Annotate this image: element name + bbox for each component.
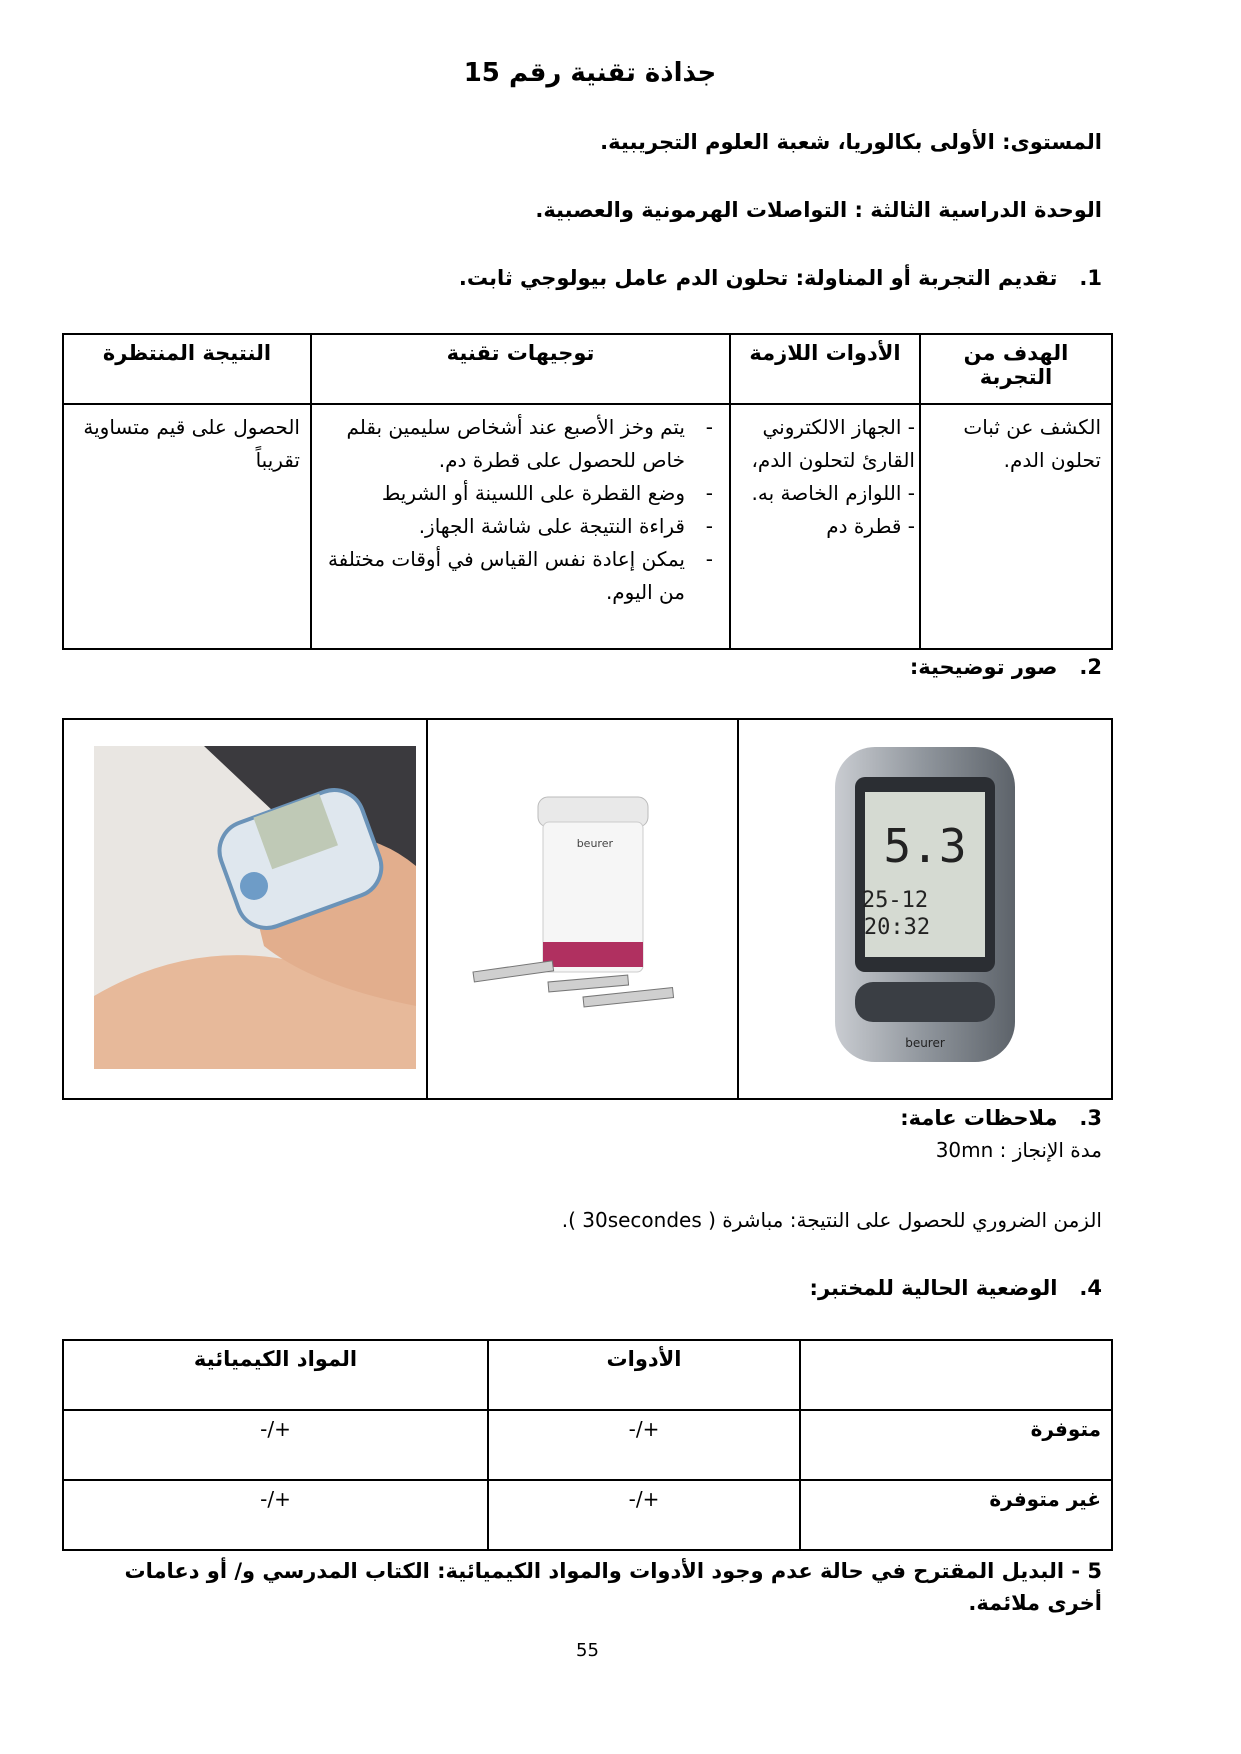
- header-tools: الأدوات اللازمة: [730, 334, 920, 404]
- cell-tools-available: +/-: [488, 1410, 800, 1480]
- strips-brand: beurer: [576, 837, 613, 850]
- section2-number: 2.: [1079, 655, 1102, 679]
- time-needed-line: الزمن الضروري للحصول على النتيجة: مباشرة ( 30secondes ).: [561, 1208, 1102, 1232]
- section2-text: صور توضيحية:: [909, 655, 1058, 679]
- meter-time: 20:32: [863, 915, 931, 940]
- instructions-cell: [311, 404, 730, 649]
- cell-chemicals-available: +/-: [63, 1410, 488, 1480]
- cell-chemicals-unavailable: +/-: [63, 1480, 488, 1550]
- section1-text: تقديم التجربة أو المناولة: تحلون الدم عامل بيولوجي ثابت.: [458, 266, 1058, 290]
- header-empty: [800, 1340, 1112, 1410]
- meter-brand: beurer: [905, 1036, 945, 1050]
- section5-text: 5 - البديل المقترح في حالة عدم وجود الأدوات والمواد الكيميائية: الكتاب المدرسي و/ أو دعامات أخرى ملائمة.: [124, 1559, 1102, 1615]
- duration-line: مدة الإنجاز : 30mn: [935, 1138, 1102, 1162]
- section4-heading: [502, 1276, 1102, 1300]
- header-tools: الأدوات: [488, 1340, 800, 1410]
- page-title: جذاذة تقنية رقم 15: [463, 58, 717, 88]
- section4-number: 4.: [1079, 1276, 1102, 1300]
- goal-cell: الكشف عن ثبات تحلون الدم.: [920, 404, 1112, 649]
- section1-number: 1.: [1079, 266, 1102, 290]
- finger-prick-image: [94, 746, 416, 1069]
- unit-line: الوحدة الدراسية الثالثة : التواصلات الهرمونية والعصبية.: [535, 198, 1102, 222]
- meter-date: 25-12: [861, 888, 929, 913]
- expected-cell: الحصول على قيم متساوية تقريباً: [63, 404, 311, 649]
- test-strips-image: [463, 792, 703, 1022]
- section2-heading: [502, 655, 1102, 679]
- meter-image-cell: [738, 719, 1112, 1099]
- header-chemicals: المواد الكيميائية: [63, 1340, 488, 1410]
- lab-status-table: [62, 1339, 1113, 1551]
- row-label-available: متوفرة: [800, 1410, 1112, 1480]
- section1-heading: [202, 266, 1102, 290]
- tools-cell: [730, 404, 920, 649]
- page-number: 55: [576, 1640, 599, 1661]
- row-label-unavailable: غير متوفرة: [800, 1480, 1112, 1550]
- experiment-table: [62, 333, 1113, 650]
- instruction-item: - يتم وخز الأصبع عند أشخاص سليمين بقلم خاص للحصول على قطرة دم.: [322, 411, 719, 477]
- instruction-item: - قراءة النتيجة على شاشة الجهاز.: [322, 510, 719, 543]
- tool-item: - قطرة دم: [826, 514, 915, 538]
- cell-tools-unavailable: +/-: [488, 1480, 800, 1550]
- header-instructions: توجيهات تقنية: [311, 334, 730, 404]
- section4-text: الوضعية الحالية للمختبر:: [809, 1276, 1058, 1300]
- instruction-item: - وضع القطرة على اللسينة أو الشريط: [322, 477, 719, 510]
- header-expected: النتيجة المنتظرة: [63, 334, 311, 404]
- header-goal: الهدف من التجربة: [920, 334, 1112, 404]
- level-line: المستوى: الأولى بكالوريا، شعبة العلوم التجريبية.: [600, 130, 1102, 154]
- glucose-meter-image: [825, 742, 1025, 1072]
- meter-reading: 5.3: [883, 819, 967, 873]
- strips-image-cell: [427, 719, 738, 1099]
- tool-item: - اللوازم الخاصة به.: [751, 481, 915, 505]
- tool-item: - الجهاز الالكتروني القارئ لتحلون الدم،: [751, 415, 915, 472]
- section3-text: ملاحظات عامة:: [900, 1106, 1058, 1130]
- hand-image-cell: [63, 719, 427, 1099]
- section3-number: 3.: [1079, 1106, 1102, 1130]
- images-table: [62, 718, 1113, 1100]
- instruction-item: - يمكن إعادة نفس القياس في أوقات مختلفة من اليوم.: [322, 543, 719, 609]
- section3-heading: [502, 1106, 1102, 1130]
